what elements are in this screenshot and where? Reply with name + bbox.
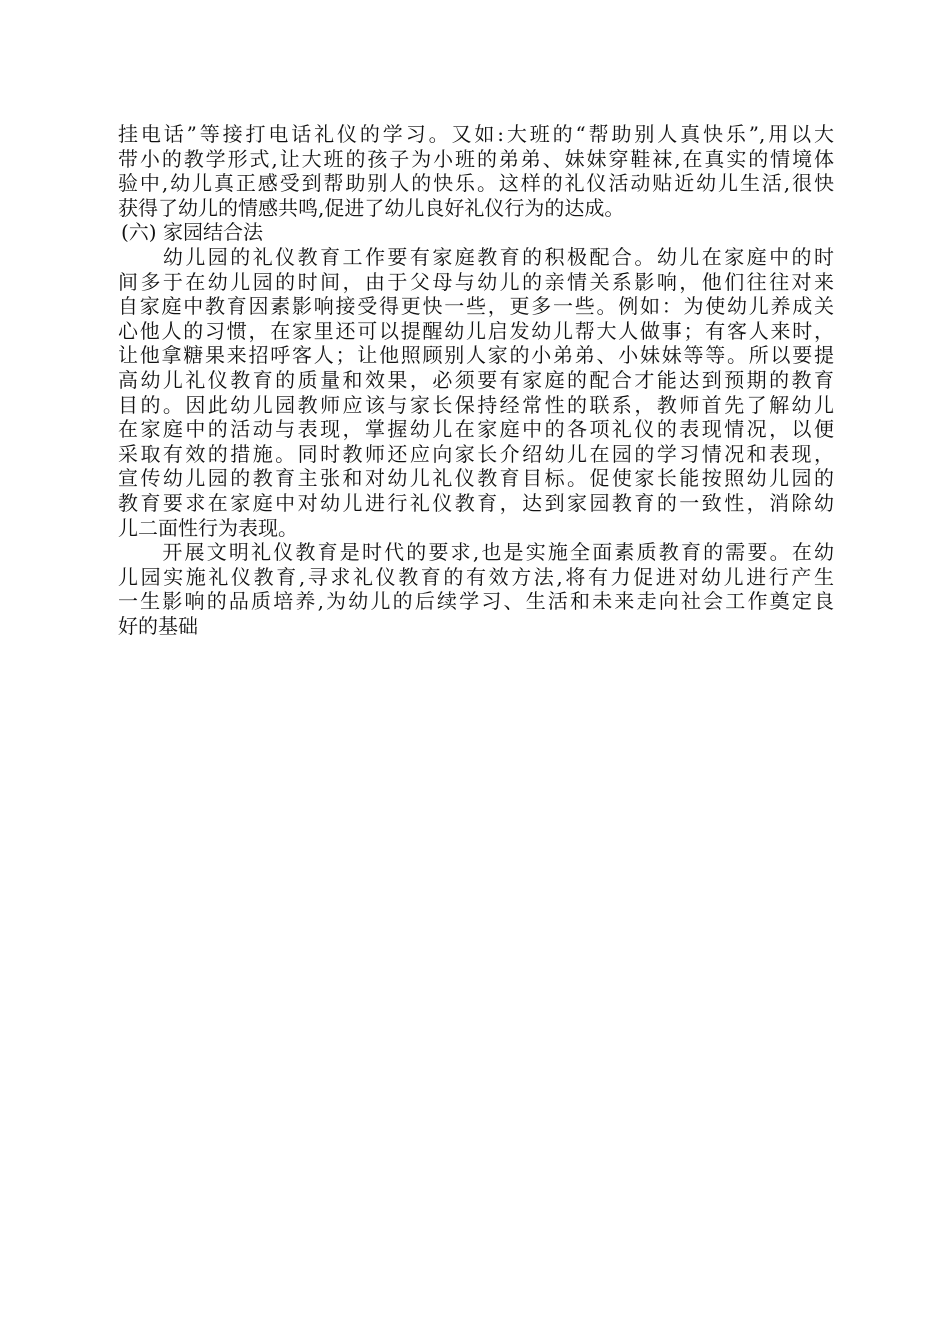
paragraph-line: 儿园实施礼仪教育,寻求礼仪教育的有效方法,将有力促进对幼儿进行产生 [118, 564, 834, 589]
paragraph-line: 带小的教学形式,让大班的孩子为小班的弟弟、妹妹穿鞋袜,在真实的情境体 [118, 146, 834, 171]
paragraph-line: 在家庭中的活动与表现，掌握幼儿在家庭中的各项礼仪的表现情况，以便 [118, 417, 834, 442]
paragraph-line: 采取有效的措施。同时教师还应向家长介绍幼儿在园的学习情况和表现， [118, 441, 834, 466]
paragraph-line: 挂电话”等接打电话礼仪的学习。又如:大班的“帮助别人真快乐”,用以大 [118, 122, 834, 146]
paragraph-line: 验中,幼儿真正感受到帮助别人的快乐。这样的礼仪活动贴近幼儿生活,很快 [118, 171, 834, 196]
paragraph-line: 目的。因此幼儿园教师应该与家长保持经常性的联系，教师首先了解幼儿 [118, 392, 834, 417]
paragraph-line: 高幼儿礼仪教育的质量和效果，必须要有家庭的配合才能达到预期的教育 [118, 367, 834, 392]
paragraph-conclusion [118, 540, 834, 638]
paragraph-line: 宣传幼儿园的教育主张和对幼儿礼仪教育目标。促使家长能按照幼儿园的 [118, 466, 834, 491]
paragraph-home-school [118, 245, 834, 540]
paragraph-line: 儿二面性行为表现。 [118, 515, 298, 540]
paragraph-line: 一生影响的品质培养,为幼儿的后续学习、生活和未来走向社会工作奠定良 [118, 589, 834, 614]
paragraph-line: 获得了幼儿的情感共鸣,促进了幼儿良好礼仪行为的达成。 [118, 195, 625, 220]
paragraph-phone-etiquette [118, 122, 834, 220]
paragraph-line: 心他人的习惯，在家里还可以提醒幼儿启发幼儿帮大人做事；有客人来时， [118, 318, 834, 343]
paragraph-line: 间多于在幼儿园的时间，由于父母与幼儿的亲情关系影响，他们往往对来 [118, 269, 834, 294]
paragraph-line: 让他拿糖果来招呼客人；让他照顾别人家的小弟弟、小妹妹等等。所以要提 [118, 343, 834, 368]
paragraph-line: 自家庭中教育因素影响接受得更快一些，更多一些。例如：为使幼儿养成关 [118, 294, 834, 319]
paragraph-line: 好的基础 [118, 613, 198, 638]
paragraph-line: 开展文明礼仪教育是时代的要求,也是实施全面素质教育的需要。在幼 [118, 540, 834, 565]
paragraph-line: 教育要求在家庭中对幼儿进行礼仪教育，达到家园教育的一致性，消除幼 [118, 490, 834, 515]
section-heading: (六) 家园结合法 [121, 220, 263, 245]
paragraph-line: 幼儿园的礼仪教育工作要有家庭教育的积极配合。幼儿在家庭中的时 [118, 244, 834, 269]
document-page [118, 122, 834, 638]
